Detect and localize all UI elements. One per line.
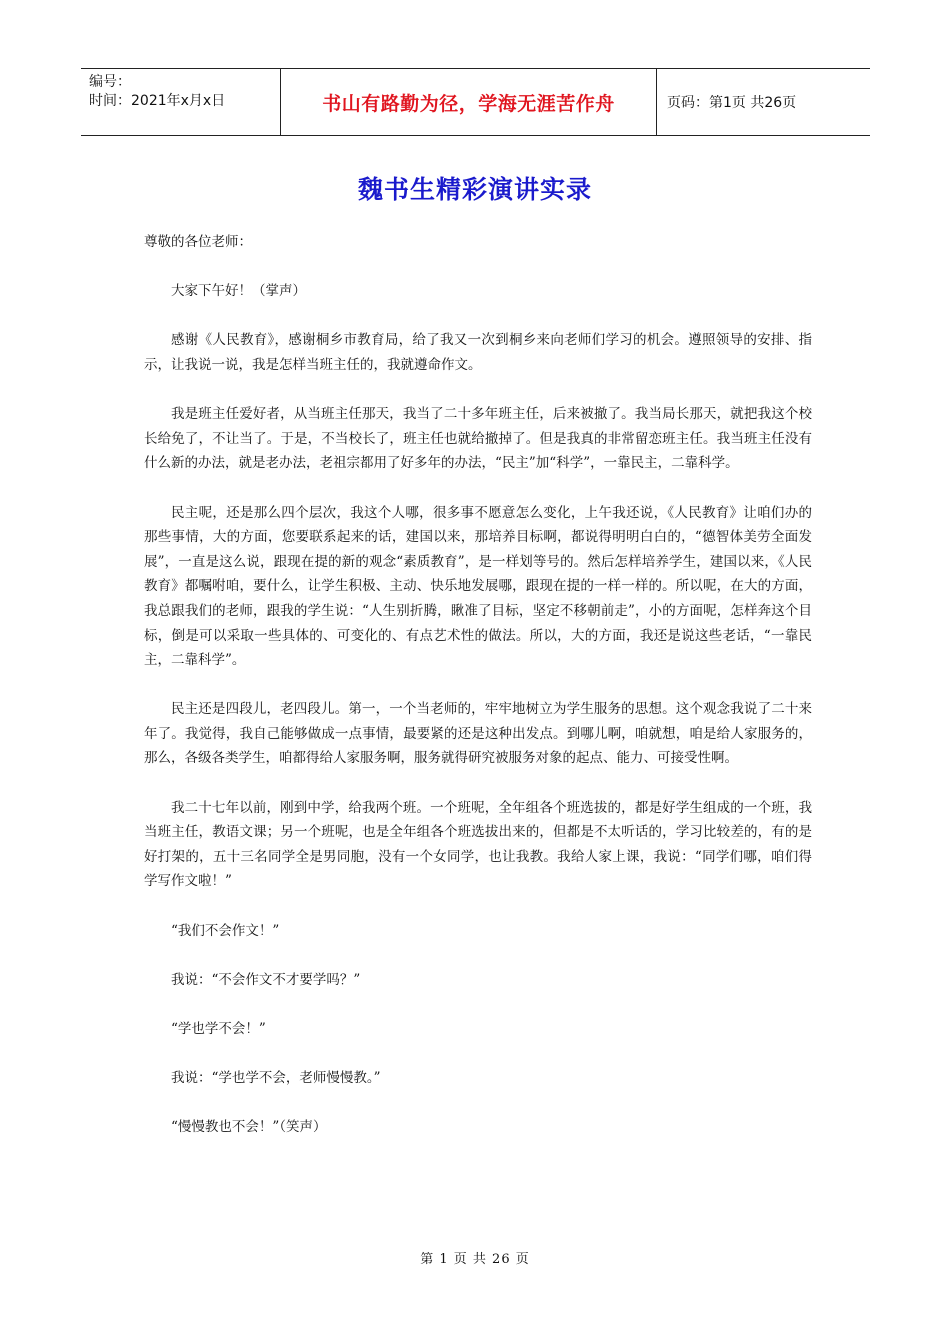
header-meta-cell bbox=[81, 69, 281, 135]
dialogue-line: “我们不会作文！” bbox=[171, 922, 280, 939]
page-footer: 第 1 页 共 26 页 bbox=[420, 1252, 530, 1267]
paragraph-salutation: 尊敬的各位老师： bbox=[144, 234, 252, 250]
paragraph: 感谢《人民教育》，感谢桐乡市教育局，给了我又一次到桐乡来向老师们学习的机会。遵照领导的安排、指示，让我说一说，我是怎样当班主任的，我就遵命作文。 bbox=[144, 332, 812, 373]
paragraph: 我是班主任爱好者，从当班主任那天，我当了二十多年班主任，后来被撤了。我当局长那天，就把我这个校长给免了，不让当了。于是，不当校长了，班主任也就给撤掉了。但是我真的非常留恋班主任。我当班主任没有什么新的办法，就是老办法，老祖宗都用了好多年的办法，“民主”加“科学”，一靠民主，二靠科学。 bbox=[144, 406, 812, 472]
dialogue-line: 我说：“不会作文不才要学吗？” bbox=[171, 971, 361, 988]
paragraph: 民主还是四段儿，老四段儿。第一，一个当老师的，牢牢地树立为学生服务的思想。这个观念我说了二十来年了。我觉得，我自己能够做成一点事情，最要紧的还是这种出发点。到哪儿啊，咱就想，咱是给人家服务的，那么，各级各类学生，咱都得给人家服务啊，服务就得研究被服务对象的起点、能力、可接受性啊。 bbox=[144, 701, 812, 767]
page-code: 页码：第1页 共26页 bbox=[667, 95, 797, 111]
paragraph: 我二十七年以前，刚到中学，给我两个班。一个班呢，全年组各个班选拔的，都是好学生组成的一个班，我当班主任，教语文课；另一个班呢，也是全年组各个班选拔出来的，但都是不太听话的，学习比较差的，有的是好打架的，五十三名同学全是男同胞，没有一个女同学，也让我教。我给人家上课，我说：“同学们哪，咱们得学写作文啦！” bbox=[144, 799, 812, 890]
document-body bbox=[144, 230, 812, 1165]
number-label: 编号： bbox=[89, 74, 131, 90]
dialogue-line: “学也学不会！” bbox=[171, 1021, 266, 1037]
paragraph: 民主呢，还是那么四个层次，我这个人哪，很多事不愿意怎么变化，上午我还说，《人民教育》让咱们办的那些事情，大的方面，您要联系起来的话，建国以来，那培养目标啊，都说得明明白白的，“德智体美劳全面发展”，一直是这么说，跟现在提的新的观念“素质教育”，是一样划等号的。然后怎样培养学生，建国以来，《人民教育》都嘱咐咱，要什么，让学生积极、主动、快乐地发展哪，跟现在提的一样一样的。所以呢，在大的方面，我总跟我们的老师，跟我的学生说：“人生别折腾，瞅准了目标，坚定不移朝前走”，小的方面呢，怎样奔这个目标，倒是可以采取一些具体的、可变化的、有点艺术性的做法。所以，大的方面，我还是说这些老话，“一靠民主，二靠科学”。 bbox=[144, 504, 812, 669]
dialogue-line: “慢慢教也不会！”（笑声） bbox=[171, 1119, 327, 1136]
paragraph: 大家下午好！（掌声） bbox=[171, 283, 306, 300]
document-title: 魏书生精彩演讲实录 bbox=[357, 175, 592, 204]
time-label: 时间：2021年x月x日 bbox=[89, 93, 226, 109]
header-table bbox=[81, 68, 870, 136]
motto: 书山有路勤为径，学海无涯苦作舟 bbox=[281, 69, 657, 135]
dialogue-line: 我说：“学也学不会，老师慢慢教。” bbox=[171, 1070, 381, 1087]
